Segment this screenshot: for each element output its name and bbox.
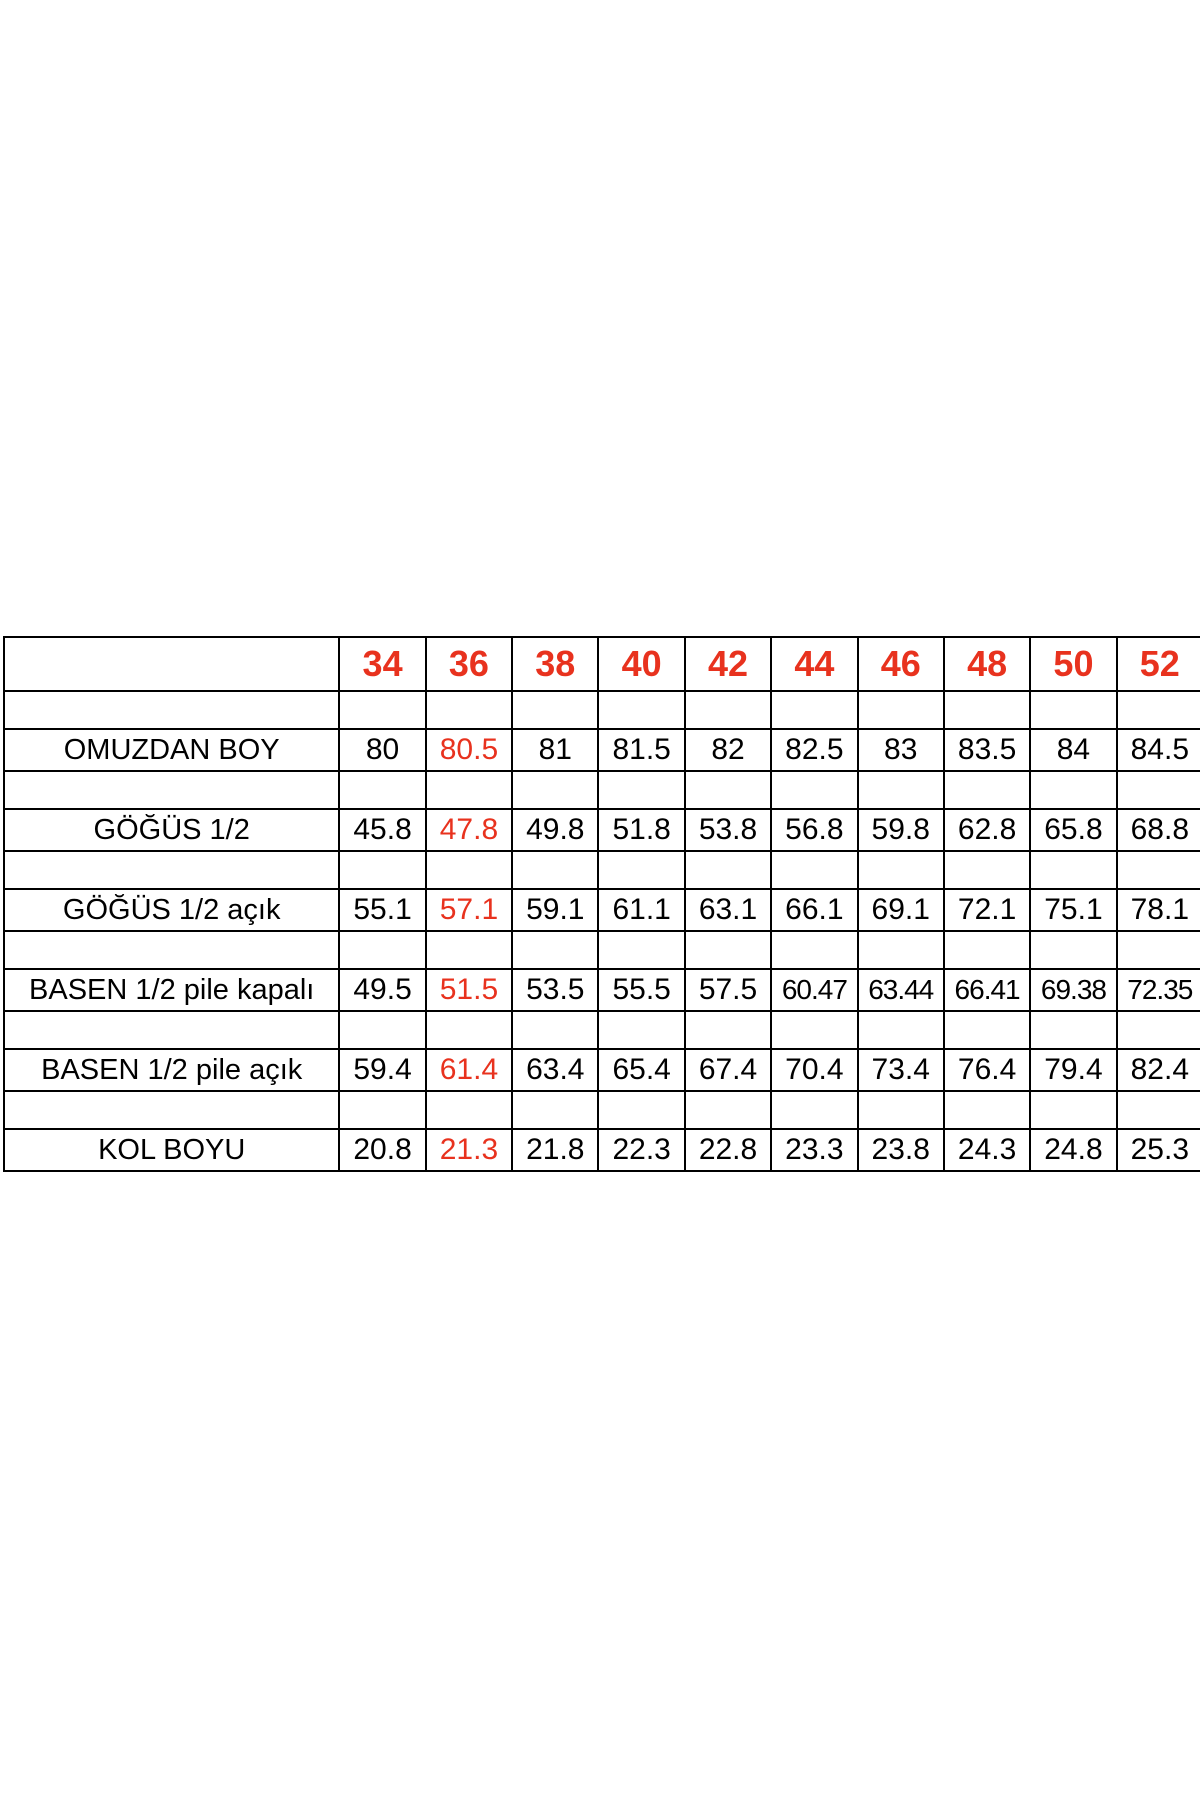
measurement-value: 83 [858, 729, 944, 771]
empty-cell [685, 1011, 771, 1049]
empty-cell [771, 1091, 857, 1129]
measurement-value: 61.4 [426, 1049, 512, 1091]
measurement-value: 22.8 [685, 1129, 771, 1171]
empty-cell [685, 1091, 771, 1129]
size-header-cell: 46 [858, 637, 944, 691]
empty-cell [4, 771, 339, 809]
empty-cell [771, 931, 857, 969]
measurement-value: 69.1 [858, 889, 944, 931]
measurement-value: 61.1 [598, 889, 684, 931]
empty-cell [426, 771, 512, 809]
measurement-label: GÖĞÜS 1/2 açık [4, 889, 339, 931]
measurement-value: 67.4 [685, 1049, 771, 1091]
size-header-cell: 44 [771, 637, 857, 691]
measurement-value: 62.8 [944, 809, 1030, 851]
empty-cell [426, 1011, 512, 1049]
measurement-row [4, 1049, 1200, 1091]
empty-cell [1117, 771, 1200, 809]
empty-cell [858, 1091, 944, 1129]
empty-cell [4, 931, 339, 969]
measurement-value: 51.5 [426, 969, 512, 1011]
measurement-value: 81.5 [598, 729, 684, 771]
measurement-row [4, 729, 1200, 771]
empty-cell [1117, 851, 1200, 889]
empty-cell [339, 1091, 425, 1129]
empty-cell [598, 691, 684, 729]
empty-cell [1030, 1011, 1116, 1049]
empty-cell [598, 931, 684, 969]
measurement-value: 84.5 [1117, 729, 1200, 771]
empty-cell [426, 931, 512, 969]
empty-cell [512, 1011, 598, 1049]
measurement-label: OMUZDAN BOY [4, 729, 339, 771]
measurement-value: 22.3 [598, 1129, 684, 1171]
empty-cell [512, 931, 598, 969]
empty-cell [598, 1011, 684, 1049]
empty-cell [4, 851, 339, 889]
spacer-row [4, 691, 1200, 729]
measurement-value: 82 [685, 729, 771, 771]
empty-cell [4, 691, 339, 729]
empty-cell [426, 691, 512, 729]
empty-cell [1030, 1091, 1116, 1129]
empty-cell [858, 1011, 944, 1049]
empty-cell [944, 771, 1030, 809]
measurement-value: 57.1 [426, 889, 512, 931]
empty-cell [1117, 691, 1200, 729]
measurement-value: 73.4 [858, 1049, 944, 1091]
measurement-value: 23.8 [858, 1129, 944, 1171]
measurement-value: 56.8 [771, 809, 857, 851]
measurement-value: 57.5 [685, 969, 771, 1011]
empty-cell [1030, 691, 1116, 729]
measurement-label: KOL BOYU [4, 1129, 339, 1171]
measurement-value: 69.38 [1030, 969, 1116, 1011]
empty-cell [771, 771, 857, 809]
measurement-value: 70.4 [771, 1049, 857, 1091]
empty-cell [685, 851, 771, 889]
empty-cell [512, 851, 598, 889]
size-chart-body [4, 637, 1200, 1171]
empty-cell [598, 1091, 684, 1129]
spacer-row [4, 1011, 1200, 1049]
measurement-value: 25.3 [1117, 1129, 1200, 1171]
size-header-cell: 34 [339, 637, 425, 691]
empty-cell [426, 851, 512, 889]
empty-cell [685, 691, 771, 729]
size-header-cell: 42 [685, 637, 771, 691]
measurement-value: 80.5 [426, 729, 512, 771]
measurement-value: 49.5 [339, 969, 425, 1011]
empty-cell [4, 1011, 339, 1049]
empty-cell [1117, 1011, 1200, 1049]
empty-cell [944, 931, 1030, 969]
measurement-value: 23.3 [771, 1129, 857, 1171]
empty-cell [944, 1011, 1030, 1049]
measurement-value: 68.8 [1117, 809, 1200, 851]
size-chart-table [3, 636, 1200, 1172]
measurement-value: 82.4 [1117, 1049, 1200, 1091]
spacer-row [4, 771, 1200, 809]
measurement-value: 24.3 [944, 1129, 1030, 1171]
measurement-value: 24.8 [1030, 1129, 1116, 1171]
measurement-value: 59.1 [512, 889, 598, 931]
empty-cell [944, 851, 1030, 889]
empty-cell [339, 771, 425, 809]
corner-cell [4, 637, 339, 691]
measurement-label: BASEN 1/2 pile kapalı [4, 969, 339, 1011]
measurement-value: 81 [512, 729, 598, 771]
measurement-value: 66.1 [771, 889, 857, 931]
empty-cell [339, 851, 425, 889]
measurement-label: GÖĞÜS 1/2 [4, 809, 339, 851]
empty-cell [685, 931, 771, 969]
empty-cell [1030, 851, 1116, 889]
empty-cell [685, 771, 771, 809]
empty-cell [339, 931, 425, 969]
empty-cell [771, 851, 857, 889]
empty-cell [426, 1091, 512, 1129]
spacer-row [4, 851, 1200, 889]
measurement-value: 66.41 [944, 969, 1030, 1011]
measurement-value: 84 [1030, 729, 1116, 771]
measurement-value: 63.4 [512, 1049, 598, 1091]
measurement-value: 80 [339, 729, 425, 771]
spacer-row [4, 1091, 1200, 1129]
measurement-value: 65.4 [598, 1049, 684, 1091]
measurement-value: 72.1 [944, 889, 1030, 931]
measurement-value: 78.1 [1117, 889, 1200, 931]
size-header-cell: 50 [1030, 637, 1116, 691]
size-header-cell: 36 [426, 637, 512, 691]
empty-cell [858, 691, 944, 729]
measurement-value: 82.5 [771, 729, 857, 771]
empty-cell [339, 691, 425, 729]
size-header-cell: 40 [598, 637, 684, 691]
empty-cell [512, 691, 598, 729]
spacer-row [4, 931, 1200, 969]
measurement-value: 20.8 [339, 1129, 425, 1171]
empty-cell [512, 1091, 598, 1129]
empty-cell [339, 1011, 425, 1049]
empty-cell [1117, 931, 1200, 969]
measurement-value: 53.5 [512, 969, 598, 1011]
measurement-value: 65.8 [1030, 809, 1116, 851]
measurement-value: 45.8 [339, 809, 425, 851]
empty-cell [858, 851, 944, 889]
empty-cell [1030, 771, 1116, 809]
measurement-value: 21.3 [426, 1129, 512, 1171]
measurement-value: 79.4 [1030, 1049, 1116, 1091]
size-header-cell: 38 [512, 637, 598, 691]
measurement-label: BASEN 1/2 pile açık [4, 1049, 339, 1091]
empty-cell [944, 691, 1030, 729]
empty-cell [4, 1091, 339, 1129]
measurement-value: 59.8 [858, 809, 944, 851]
measurement-value: 76.4 [944, 1049, 1030, 1091]
measurement-value: 53.8 [685, 809, 771, 851]
measurement-value: 63.1 [685, 889, 771, 931]
measurement-value: 60.47 [771, 969, 857, 1011]
measurement-value: 55.1 [339, 889, 425, 931]
size-header-row [4, 637, 1200, 691]
empty-cell [1117, 1091, 1200, 1129]
measurement-value: 55.5 [598, 969, 684, 1011]
measurement-value: 47.8 [426, 809, 512, 851]
measurement-row [4, 809, 1200, 851]
empty-cell [598, 771, 684, 809]
empty-cell [1030, 931, 1116, 969]
measurement-row [4, 969, 1200, 1011]
empty-cell [858, 931, 944, 969]
empty-cell [858, 771, 944, 809]
size-header-cell: 52 [1117, 637, 1200, 691]
size-header-cell: 48 [944, 637, 1030, 691]
measurement-value: 49.8 [512, 809, 598, 851]
measurement-value: 83.5 [944, 729, 1030, 771]
empty-cell [598, 851, 684, 889]
measurement-value: 51.8 [598, 809, 684, 851]
empty-cell [771, 691, 857, 729]
measurement-row [4, 1129, 1200, 1171]
empty-cell [771, 1011, 857, 1049]
empty-cell [512, 771, 598, 809]
measurement-row [4, 889, 1200, 931]
measurement-value: 72.35 [1117, 969, 1200, 1011]
measurement-value: 21.8 [512, 1129, 598, 1171]
measurement-value: 63.44 [858, 969, 944, 1011]
empty-cell [944, 1091, 1030, 1129]
measurement-value: 59.4 [339, 1049, 425, 1091]
measurement-value: 75.1 [1030, 889, 1116, 931]
